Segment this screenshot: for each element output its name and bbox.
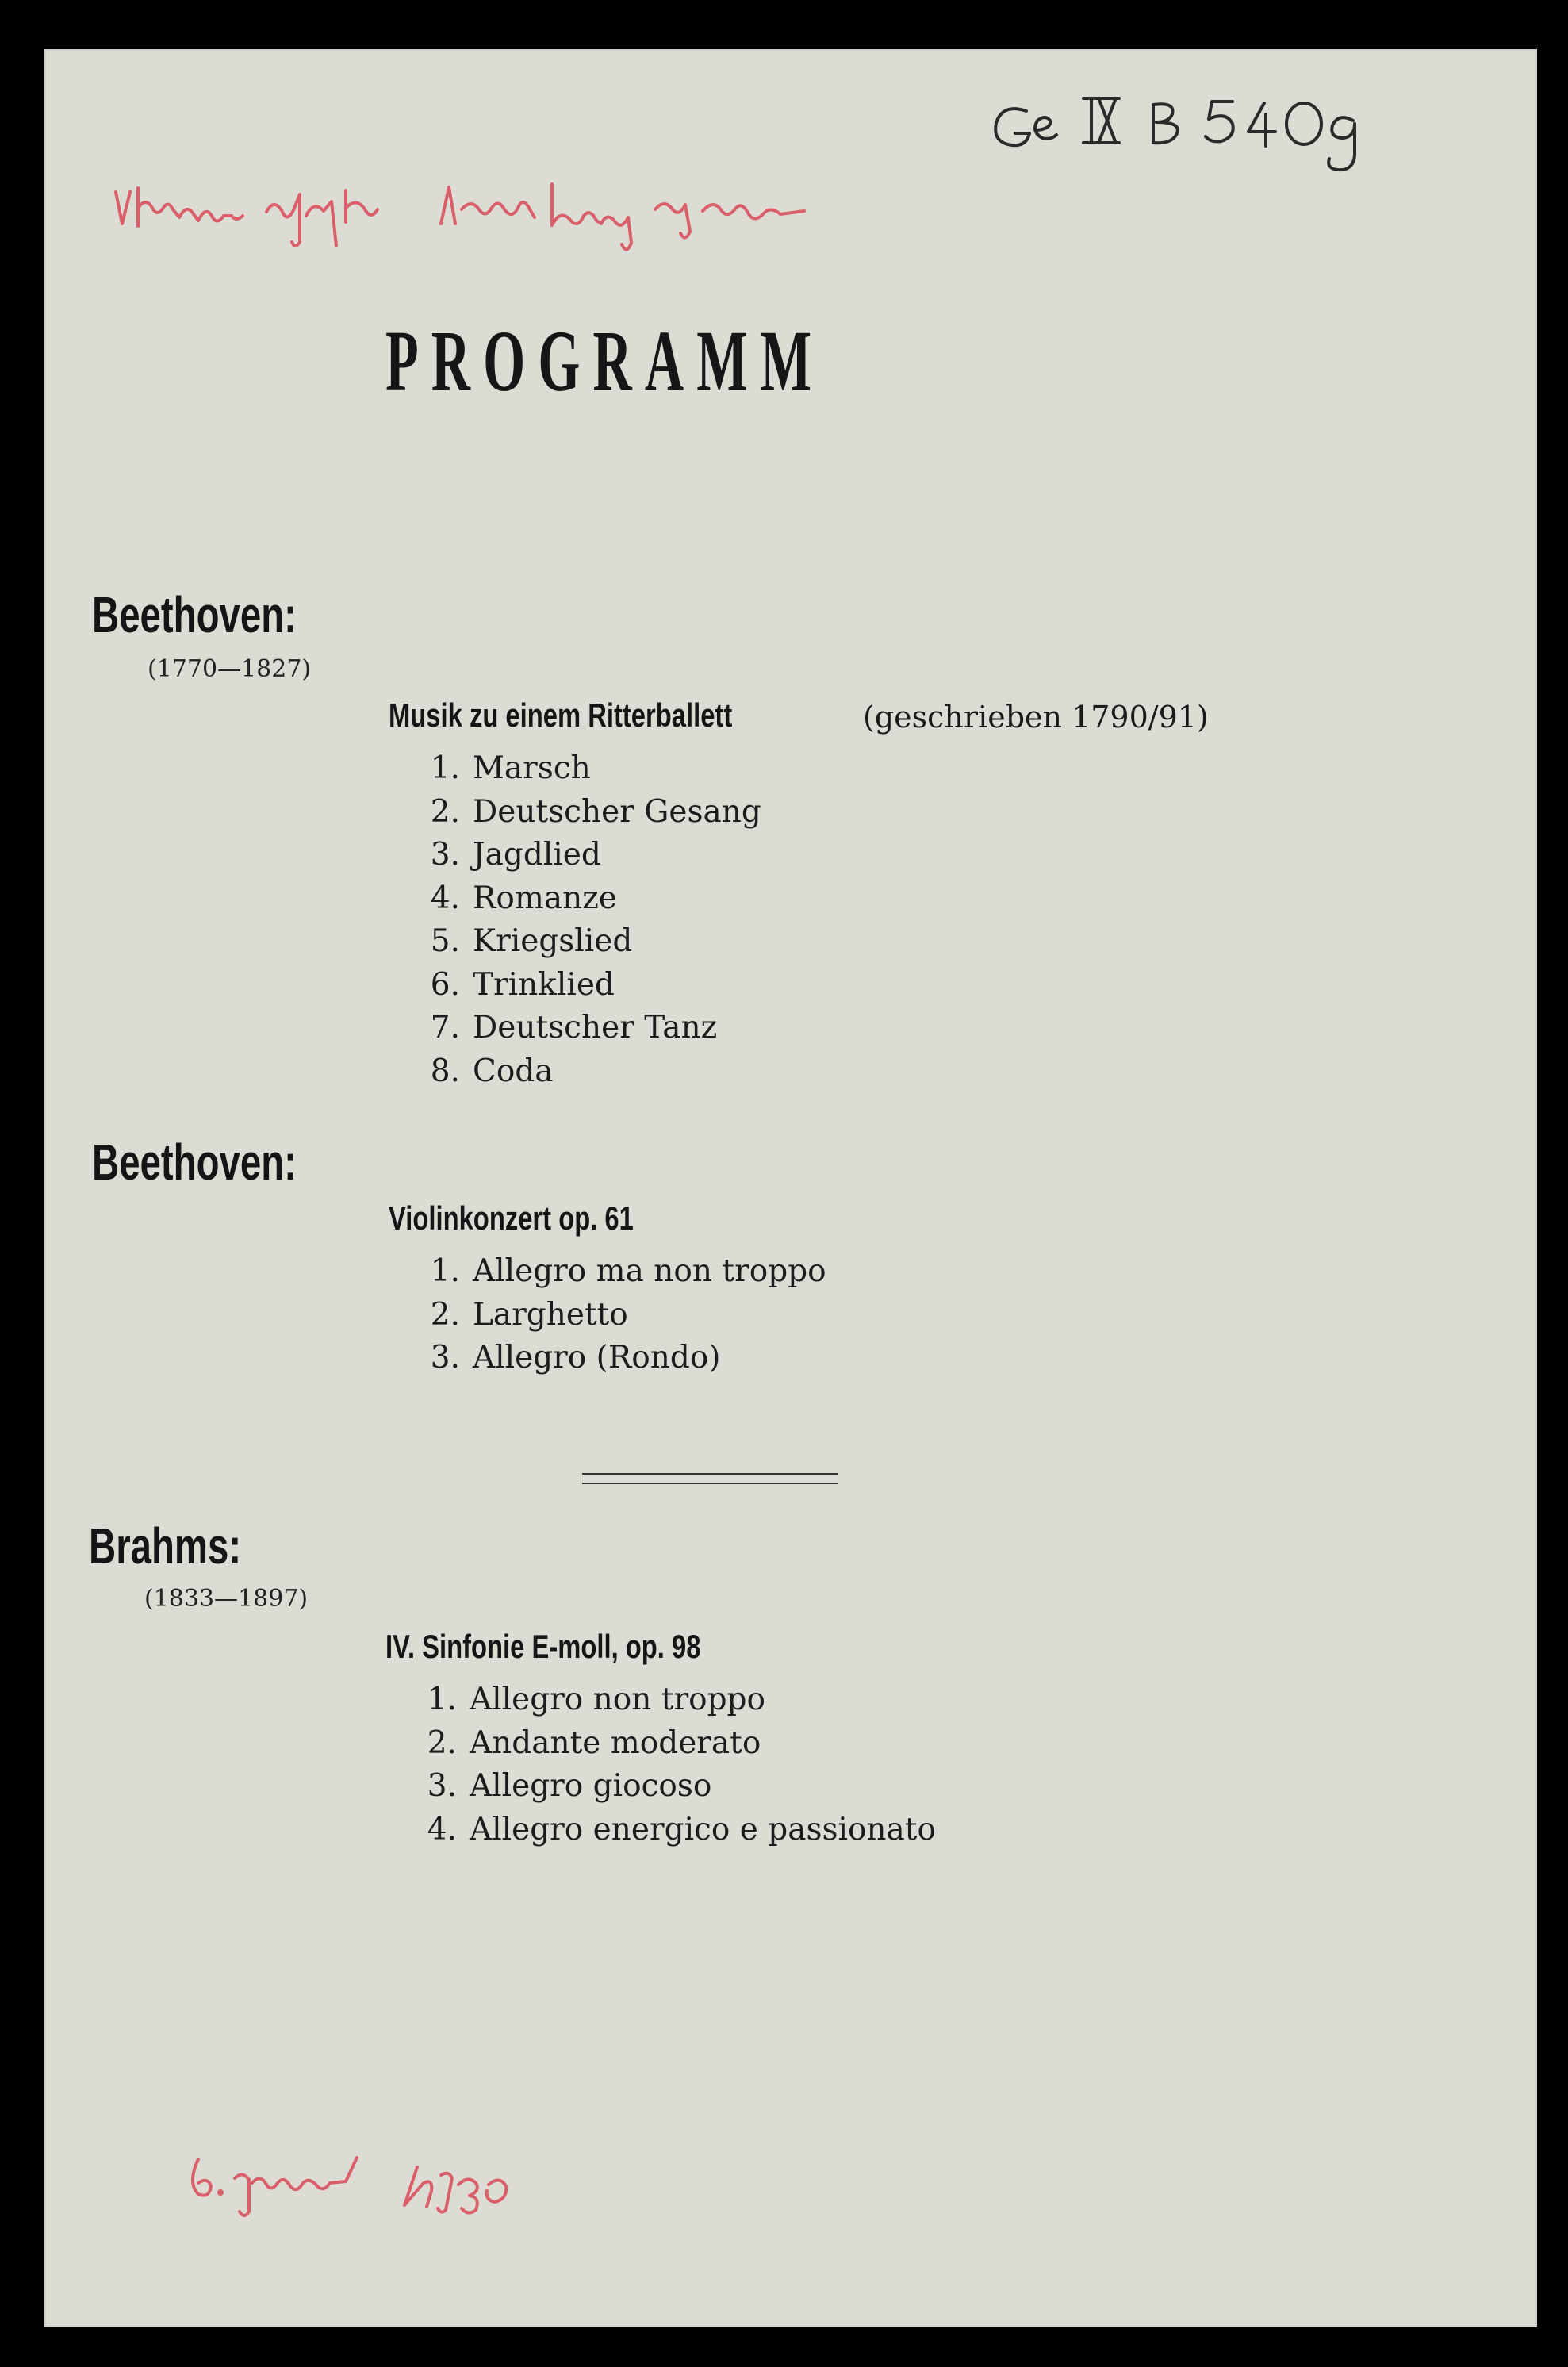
list-item: 1. Marsch <box>430 750 591 786</box>
composer-years: (1770—1827) <box>148 655 312 683</box>
composer-years: (1833—1897) <box>144 1585 309 1613</box>
program-sheet <box>44 49 1537 2327</box>
double-rule-divider <box>582 1473 838 1484</box>
list-item: 3. Allegro (Rondo) <box>430 1340 721 1375</box>
list-item: 2. Larghetto <box>430 1296 628 1333</box>
list-item: 7. Deutscher Tanz <box>430 1010 718 1045</box>
page-title: PROGRAMM <box>385 313 825 409</box>
composer-name: Brahms: <box>89 1517 242 1575</box>
movement-list <box>414 1250 826 1380</box>
composer-name: Beethoven: <box>92 1134 297 1191</box>
work-note: (geschrieben 1790/91) <box>863 700 1209 735</box>
list-item: 1. Allegro non troppo <box>427 1682 765 1717</box>
list-item: 1. Allegro ma non troppo <box>430 1253 826 1289</box>
list-item: 3. Jagdlied <box>430 837 601 873</box>
work-title: IV. Sinfonie E-moll, op. 98 <box>385 1628 701 1665</box>
movement-list <box>414 747 761 1093</box>
work-title: Musik zu einem Ritterballett <box>389 696 733 734</box>
red-handwritten-note-bottom <box>179 2127 592 2223</box>
list-item: 4. Romanze <box>430 880 617 916</box>
composer-name: Beethoven: <box>92 586 297 643</box>
list-item: 3. Allegro giocoso <box>427 1768 712 1804</box>
handwritten-shelfmark <box>980 73 1488 192</box>
red-handwritten-note-top <box>108 144 949 255</box>
list-item: 2. Deutscher Gesang <box>430 793 761 830</box>
work-title: Violinkonzert op. 61 <box>389 1199 634 1237</box>
work-heading <box>389 696 829 735</box>
list-item: 4. Allegro energico e passionato <box>427 1811 936 1847</box>
list-item: 6. Trinklied <box>430 966 615 1003</box>
list-item: 8. Coda <box>430 1053 554 1089</box>
movement-list <box>411 1678 936 1851</box>
list-item: 2. Andante moderato <box>427 1724 761 1761</box>
list-item: 5. Kriegslied <box>430 923 633 959</box>
